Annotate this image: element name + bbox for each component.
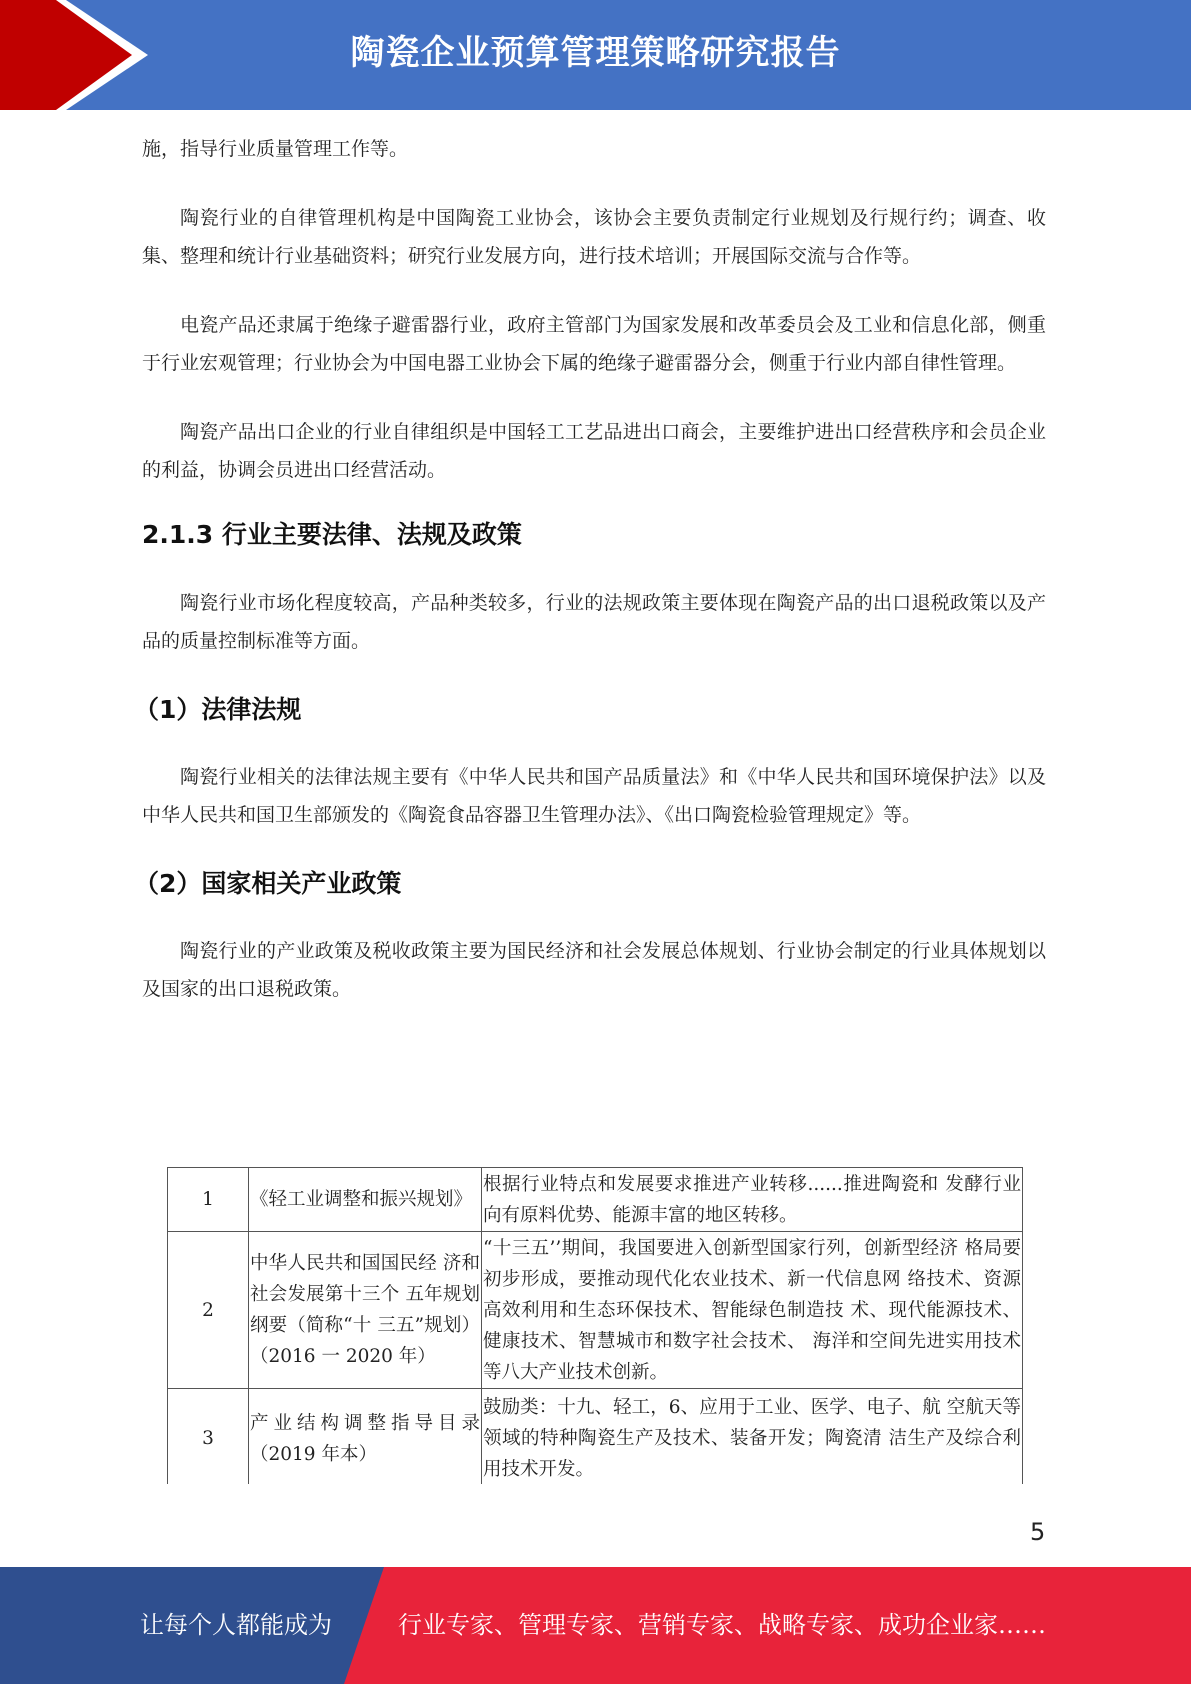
policy-name: 中华人民共和国国民经 济和社会发展第十三个 五年规划纲要（简称“十 三五”规划）（2016 一 2020 年）	[249, 1232, 482, 1389]
paragraph: 陶瓷行业的自律管理机构是中国陶瓷工业协会，该协会主要负责制定行业规划及行规行约；调查、收集、整理和统计行业基础资料；研究行业发展方向，进行技术培训；开展国际交流与合作等。	[142, 207, 1046, 267]
policy-table	[167, 1167, 1023, 1489]
page-footer	[0, 1567, 1191, 1684]
page-number: 5	[1030, 1518, 1046, 1546]
policy-description: “十三五’’期间，我国要进入创新型国家行列，创新型经济 格局要初步形成，要推动现代化农业技术、新一代信息网 络技术、资源高效利用和生态环保技术、智能绿色制造技 术、现代能源技术、健康技术、智慧城市和数字社会技术、 海洋和空间先进实用技术等八大产业技术创新。	[482, 1232, 1023, 1389]
table-page-cut	[160, 1484, 1040, 1504]
footer-slogan-left: 让每个人都能成为	[140, 1611, 332, 1639]
row-number: 1	[168, 1168, 249, 1232]
policy-name: 产业结构调整指导目录（2019 年本）	[249, 1389, 482, 1489]
subsection-heading: （2）国家相关产业政策	[134, 869, 402, 898]
subsection-heading: （1）法律法规	[134, 695, 302, 724]
policy-name: 《轻工业调整和振兴规划》	[249, 1168, 482, 1232]
table-row	[168, 1232, 1023, 1389]
paragraph: 施，指导行业质量管理工作等。	[142, 138, 409, 160]
section-heading: 2.1.3 行业主要法律、法规及政策	[142, 520, 522, 549]
table-row	[168, 1389, 1023, 1489]
paragraph: 电瓷产品还隶属于绝缘子避雷器行业，政府主管部门为国家发展和改革委员会及工业和信息化部，侧重于行业宏观管理；行业协会为中国电器工业协会下属的绝缘子避雷器分会，侧重于行业内部自律性管理。	[142, 314, 1046, 374]
document-title: 陶瓷企业预算管理策略研究报告	[350, 33, 841, 73]
row-number: 2	[168, 1232, 249, 1389]
footer-slogan-right: 行业专家、管理专家、营销专家、战略专家、成功企业家……	[398, 1611, 1046, 1639]
paragraph: 陶瓷行业相关的法律法规主要有《中华人民共和国产品质量法》和《中华人民共和国环境保护法》以及中华人民共和国卫生部颁发的《陶瓷食品容器卫生管理办法》、《出口陶瓷检验管理规定》等。	[142, 766, 1046, 826]
paragraph: 陶瓷行业的产业政策及税收政策主要为国民经济和社会发展总体规划、行业协会制定的行业具体规划以及国家的出口退税政策。	[142, 940, 1046, 1000]
policy-description: 鼓励类：十九、轻工，6、应用于工业、医学、电子、航 空航天等领域的特种陶瓷生产及技术、装备开发；陶瓷清 洁生产及综合利用技术开发。	[482, 1389, 1023, 1489]
document-body	[134, 130, 1046, 1008]
paragraph: 陶瓷行业市场化程度较高，产品种类较多，行业的法规政策主要体现在陶瓷产品的出口退税政策以及产品的质量控制标准等方面。	[142, 592, 1046, 652]
row-number: 3	[168, 1389, 249, 1489]
table-row	[168, 1168, 1023, 1232]
paragraph: 陶瓷产品出口企业的行业自律组织是中国轻工工艺品进出口商会，主要维护进出口经营秩序和会员企业的利益，协调会员进出口经营活动。	[142, 421, 1046, 481]
policy-description: 根据行业特点和发展要求推进产业转移......推进陶瓷和 发酵行业向有原料优势、能源丰富的地区转移。	[482, 1168, 1023, 1232]
page-header	[0, 0, 1191, 110]
